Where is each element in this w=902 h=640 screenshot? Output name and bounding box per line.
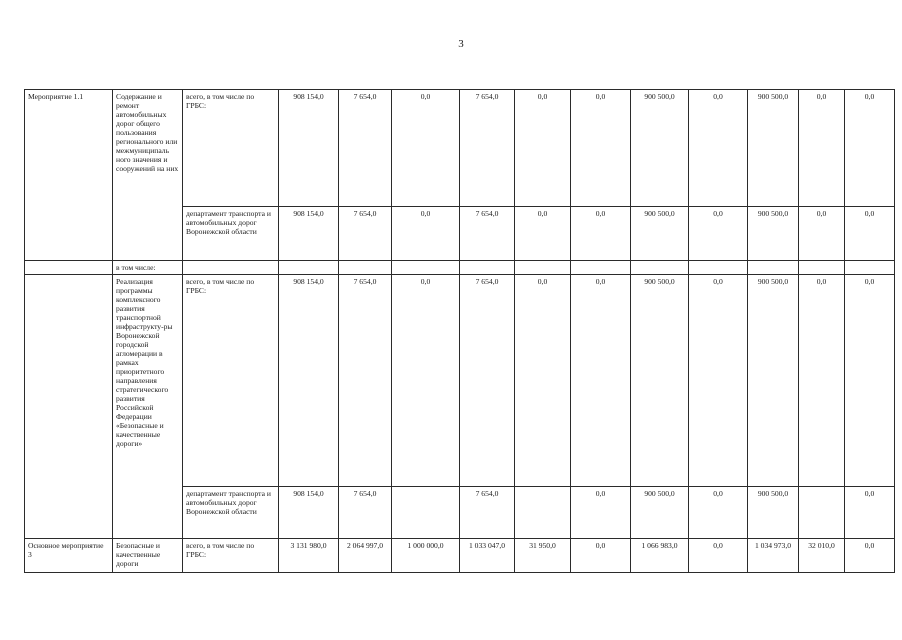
value-cell <box>515 487 571 539</box>
table-row <box>25 539 895 573</box>
value-cell: 908 154,0 <box>279 275 339 487</box>
value-cell: 0,0 <box>515 207 571 261</box>
value-cell: 7 654,0 <box>339 275 392 487</box>
value-cell: 7 654,0 <box>339 487 392 539</box>
table-row <box>25 275 895 487</box>
value-cell: 32 010,0 <box>799 539 845 573</box>
value-cell: 0,0 <box>689 90 748 207</box>
value-cell: 1 066 983,0 <box>631 539 689 573</box>
value-cell: 0,0 <box>845 90 895 207</box>
value-cell: 0,0 <box>571 90 631 207</box>
value-cell: 0,0 <box>799 275 845 487</box>
empty-cell <box>25 261 113 275</box>
value-cell: 0,0 <box>571 487 631 539</box>
value-cell: 900 500,0 <box>631 487 689 539</box>
empty-cell <box>460 261 515 275</box>
funding-source-cell: всего, в том числе по ГРБС: <box>183 90 279 207</box>
value-cell: 0,0 <box>571 275 631 487</box>
value-cell: 7 654,0 <box>460 275 515 487</box>
value-cell: 3 131 980,0 <box>279 539 339 573</box>
value-cell: 0,0 <box>392 90 460 207</box>
activity-cell: Мероприятие 1.1 <box>25 90 113 261</box>
value-cell: 0,0 <box>845 539 895 573</box>
activity-name-cell: в том числе: <box>113 261 183 275</box>
value-cell: 0,0 <box>392 275 460 487</box>
value-cell: 900 500,0 <box>748 207 799 261</box>
funding-source-cell: департамент транспорта и автомобильных дорог Воронежской области <box>183 487 279 539</box>
value-cell: 0,0 <box>689 487 748 539</box>
value-cell: 0,0 <box>571 539 631 573</box>
page-number: 3 <box>458 38 464 50</box>
budget-table <box>24 89 895 573</box>
value-cell: 1 034 973,0 <box>748 539 799 573</box>
activity-name-cell: Содержание и ремонт автомобильных дорог общего пользования регионального или межмуниципаль ного значения и сооружений на них <box>113 90 183 261</box>
value-cell: 7 654,0 <box>460 90 515 207</box>
value-cell: 0,0 <box>515 90 571 207</box>
value-cell: 0,0 <box>515 275 571 487</box>
empty-cell <box>515 261 571 275</box>
empty-cell <box>25 275 113 539</box>
value-cell: 900 500,0 <box>631 90 689 207</box>
empty-cell <box>571 261 631 275</box>
funding-source-cell: всего, в том числе по ГРБС: <box>183 539 279 573</box>
activity-name-cell: Реализация программы комплексного развития транспортной инфраструкту-ры Воронежской городской агломерации в рамках приоритетного направления стратегического развития Российской Федерации «Безопасные и качественные дороги» <box>113 275 183 539</box>
activity-name-cell: Безопасные и качественные дороги <box>113 539 183 573</box>
value-cell: 31 950,0 <box>515 539 571 573</box>
value-cell: 900 500,0 <box>748 90 799 207</box>
value-cell: 1 033 047,0 <box>460 539 515 573</box>
table-row <box>25 90 895 207</box>
value-cell: 7 654,0 <box>460 207 515 261</box>
funding-source-cell: департамент транспорта и автомобильных дорог Воронежской области <box>183 207 279 261</box>
activity-cell: Основное мероприятие 3 <box>25 539 113 573</box>
funding-source-cell: всего, в том числе по ГРБС: <box>183 275 279 487</box>
empty-cell <box>845 261 895 275</box>
value-cell: 7 654,0 <box>460 487 515 539</box>
empty-cell <box>799 261 845 275</box>
value-cell <box>392 487 460 539</box>
value-cell: 0,0 <box>571 207 631 261</box>
value-cell: 0,0 <box>845 207 895 261</box>
empty-cell <box>392 261 460 275</box>
value-cell: 908 154,0 <box>279 207 339 261</box>
value-cell: 7 654,0 <box>339 207 392 261</box>
value-cell: 908 154,0 <box>279 487 339 539</box>
empty-cell <box>689 261 748 275</box>
empty-cell <box>631 261 689 275</box>
empty-cell <box>748 261 799 275</box>
value-cell: 0,0 <box>689 275 748 487</box>
value-cell: 2 064 997,0 <box>339 539 392 573</box>
value-cell: 7 654,0 <box>339 90 392 207</box>
value-cell: 900 500,0 <box>631 275 689 487</box>
value-cell <box>799 487 845 539</box>
value-cell: 0,0 <box>799 90 845 207</box>
table-row <box>25 261 895 275</box>
value-cell: 900 500,0 <box>631 207 689 261</box>
value-cell: 900 500,0 <box>748 275 799 487</box>
value-cell: 0,0 <box>689 539 748 573</box>
value-cell: 1 000 000,0 <box>392 539 460 573</box>
value-cell: 0,0 <box>799 207 845 261</box>
empty-cell <box>339 261 392 275</box>
value-cell: 0,0 <box>845 487 895 539</box>
empty-cell <box>183 261 279 275</box>
value-cell: 0,0 <box>845 275 895 487</box>
value-cell: 0,0 <box>392 207 460 261</box>
value-cell: 900 500,0 <box>748 487 799 539</box>
empty-cell <box>279 261 339 275</box>
value-cell: 908 154,0 <box>279 90 339 207</box>
value-cell: 0,0 <box>689 207 748 261</box>
